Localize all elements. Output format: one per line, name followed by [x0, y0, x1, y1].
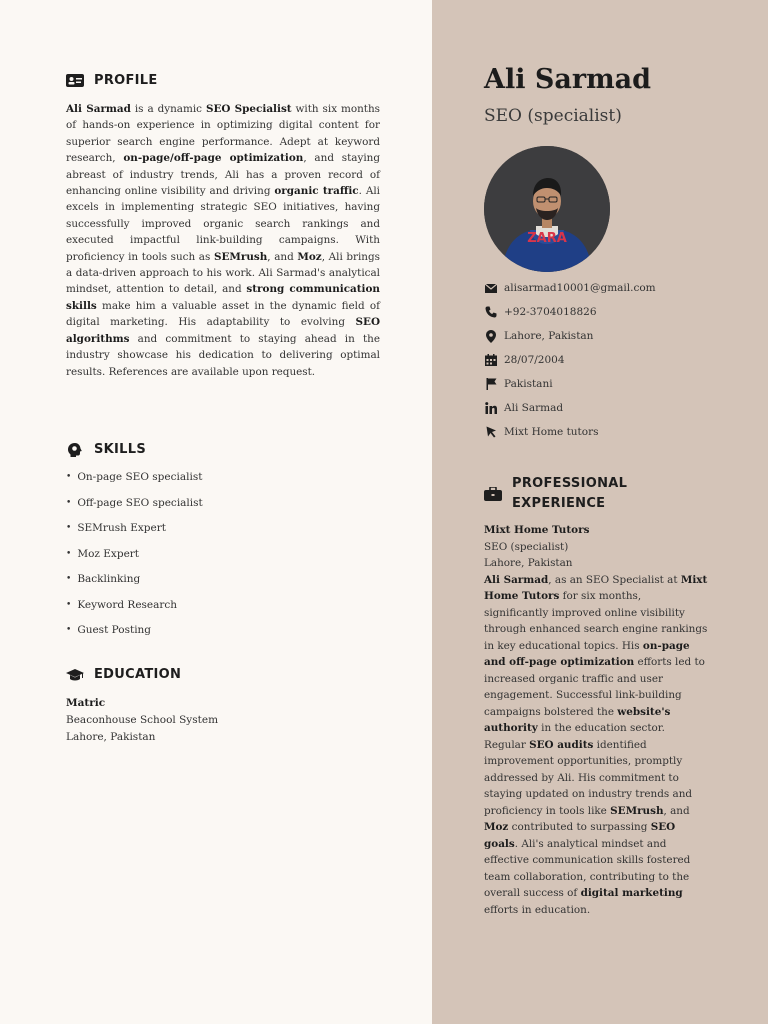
experience-text: in the education sector. Regular	[484, 722, 665, 751]
person-name: Ali Sarmad	[484, 64, 652, 95]
contact-value: Pakistani	[504, 378, 553, 390]
contact-value: alisarmad10001@gmail.com	[504, 282, 656, 294]
person-role: SEO (specialist)	[484, 106, 622, 126]
skill-label: Backlinking	[77, 573, 141, 585]
profile-text: , Ali brings a data-driven approach to his work. Ali Sarmad's analytical mindset, attention to detail, and	[66, 250, 380, 296]
contact-list	[484, 276, 656, 444]
profile-text: . Ali excels in implementing strategic SEO initiatives, having successfully improved organic search rankings and executed impactful link-building campaigns. With proficiency in tools such as	[66, 185, 380, 263]
skills-title: SKILLS	[94, 442, 147, 457]
experience-position: SEO (specialist)	[484, 540, 569, 553]
contact-value: Mixt Home tutors	[504, 426, 599, 438]
profile-text: and commitment to staying ahead in the industry showcase his dedication to delivering optimal results. References are available upon request.	[66, 332, 380, 378]
contact-value: +92-3704018826	[504, 306, 597, 318]
contact-item	[484, 324, 656, 348]
skill-item	[66, 496, 203, 522]
experience-entry	[484, 522, 708, 918]
contact-value: Ali Sarmad	[504, 402, 564, 414]
profile-emphasis: SEO algorithms	[66, 316, 380, 345]
contact-item	[484, 372, 656, 396]
bullet-icon: •	[66, 523, 72, 533]
experience-emphasis: website's authority	[484, 705, 671, 734]
experience-emphasis: Mixt Home Tutors	[484, 573, 708, 602]
profile-heading	[66, 73, 158, 88]
bullet-icon: •	[66, 472, 72, 482]
experience-text: efforts led to increased organic traffic and user engagement. Successful link-building campaigns bolstered the	[484, 656, 705, 718]
flag-icon	[484, 377, 498, 391]
experience-emphasis: digital marketing	[580, 887, 683, 899]
experience-location: Lahore, Pakistan	[484, 557, 573, 569]
skill-item	[66, 547, 203, 573]
skill-label: SEMrush Expert	[77, 522, 166, 534]
experience-text: efforts in education.	[484, 903, 591, 916]
linkedin-icon	[484, 401, 498, 415]
education-title: EDUCATION	[94, 667, 182, 682]
experience-heading	[484, 474, 662, 514]
profile-text: , and staying abreast of industry trends, Ali has a proven record of enhancing online visibility and driving	[66, 152, 380, 198]
profile-emphasis: SEMrush	[213, 250, 268, 263]
envelope-icon	[484, 281, 498, 295]
experience-text: , and	[663, 804, 690, 817]
education-heading	[66, 667, 181, 682]
skill-item	[66, 572, 203, 598]
contact-item	[484, 348, 656, 372]
contact-item	[484, 420, 656, 444]
education-entry	[66, 695, 218, 746]
experience-text: for six months, significantly improved online visibility through enhanced search engine rankings in key educational topics. His	[484, 590, 708, 652]
profile-text: with six months of hands-on experience in optimizing digital content for superior search engine performance. Adept at keyword research,	[66, 103, 381, 165]
profile-text: , and	[267, 250, 298, 263]
profile-emphasis: Moz	[297, 250, 322, 263]
experience-emphasis: Ali Sarmad	[484, 573, 549, 586]
experience-text: contributed to surpassing	[508, 821, 651, 833]
experience-emphasis: SEO goals	[484, 821, 676, 850]
contact-value: 28/07/2004	[504, 354, 565, 366]
avatar	[484, 146, 610, 272]
skill-label: Guest Posting	[77, 624, 152, 636]
profile-emphasis: strong communication skills	[66, 283, 380, 312]
calendar-icon	[484, 353, 498, 367]
profile-title: PROFILE	[94, 73, 158, 88]
contact-item	[484, 276, 656, 300]
briefcase-icon	[484, 486, 502, 505]
bullet-icon: •	[66, 497, 72, 508]
experience-emphasis: SEMrush	[610, 804, 664, 817]
experience-emphasis: Moz	[484, 821, 509, 833]
experience-emphasis: on-page and off-page optimization	[484, 639, 690, 668]
profile-text: is a dynamic	[130, 103, 206, 115]
location-pin-icon	[484, 329, 498, 343]
phone-icon	[484, 305, 498, 319]
education-location: Lahore, Pakistan	[66, 731, 156, 743]
skill-item	[66, 521, 203, 547]
bullet-icon: •	[66, 599, 72, 610]
skills-list	[66, 470, 203, 649]
experience-title: PROFESSIONAL EXPERIENCE	[512, 476, 628, 511]
skill-label: Off-page SEO specialist	[77, 496, 203, 509]
skill-item	[66, 598, 203, 624]
skill-label: Moz Expert	[77, 547, 140, 560]
contact-item	[484, 300, 656, 324]
experience-org: Mixt Home Tutors	[484, 524, 590, 536]
profile-emphasis: SEO Specialist	[205, 103, 292, 115]
experience-text: , as an SEO Specialist at	[548, 573, 681, 586]
bullet-icon: •	[66, 625, 72, 635]
experience-text: identified improvement opportunities, promptly addressed by Ali. His commitment to staying updated on industry trends and proficiency in tools like	[484, 738, 693, 817]
skills-heading	[66, 442, 146, 457]
svg-text:ZARA: ZARA	[527, 231, 567, 246]
education-school: Beaconhouse School System	[66, 714, 219, 726]
skill-item	[66, 623, 203, 649]
experience-text: . Ali's analytical mindset and effective communication skills fostered team collaboration, contributing to the overall success of	[484, 837, 691, 899]
contact-value: Lahore, Pakistan	[504, 330, 594, 342]
education-degree: Matric	[66, 697, 106, 709]
graduation-cap-icon	[66, 668, 84, 682]
experience-description	[484, 572, 708, 919]
bullet-icon: •	[66, 548, 72, 559]
profile-text: make him a valuable asset in the dynamic field of digital marketing. His adaptability to evolving	[66, 299, 380, 329]
cursor-icon	[484, 425, 498, 439]
profile-emphasis: on-page/off-page optimization	[123, 152, 304, 165]
skill-label: On-page SEO specialist	[77, 471, 203, 483]
contact-item	[484, 396, 656, 420]
profile-emphasis: Ali Sarmad	[66, 103, 131, 115]
skill-label: Keyword Research	[77, 598, 178, 611]
skill-item	[66, 470, 203, 496]
profile-emphasis: organic traffic	[274, 185, 359, 198]
id-card-icon	[66, 74, 84, 88]
profile-summary	[66, 101, 380, 380]
experience-emphasis: SEO audits	[529, 738, 594, 751]
lightbulb-head-icon	[66, 443, 84, 457]
bullet-icon: •	[66, 574, 72, 584]
